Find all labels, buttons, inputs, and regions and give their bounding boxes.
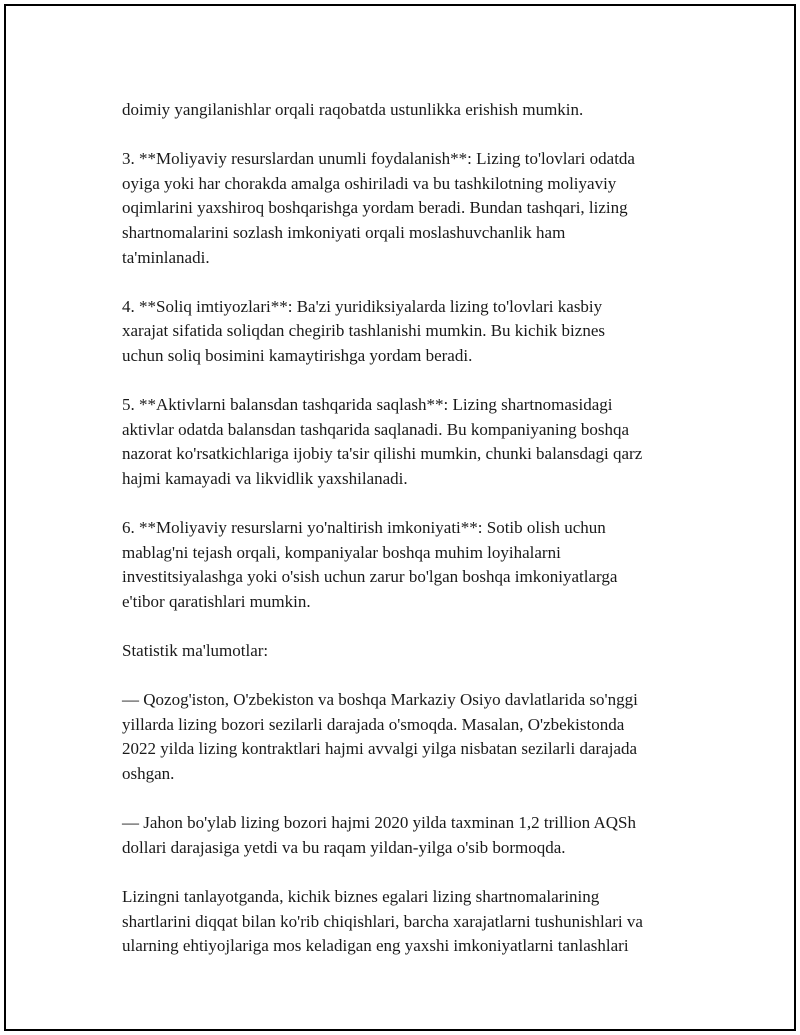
text-line: ta'minlanadi. [122,247,210,267]
paragraph [122,885,702,959]
text-line: 3. **Moliyaviy resurslardan unumli foydalanish**: Lizing to'lovlari odatda [122,149,635,169]
text-line: Lizingni tanlayotganda, kichik biznes egalari lizing shartnomalarining [122,887,600,906]
paragraph [122,811,702,860]
text-line: shartlarini diqqat bilan ko'rib chiqishlari, barcha xarajatlarni tushunishlari va [122,911,643,931]
text-line: mablag'ni tejash orqali, kompaniyalar boshqa muhim loyihalarni [122,542,561,562]
document-body [122,98,702,983]
paragraph [122,639,702,664]
paragraph [122,516,702,614]
text-line: doimiy yangilanishlar orqali raqobatda ustunlikka erishish mumkin. [122,100,584,119]
text-line: shartnomalarini sozlash imkoniyati orqali moslashuvchanlik ham [122,222,566,242]
text-line: ularning ehtiyojlariga mos keladigan eng yaxshi imkoniyatlarni tanlashlari [122,936,629,956]
paragraph [122,147,702,270]
text-line: 4. **Soliq imtiyozlari**: Ba'zi yuridiksiyalarda lizing to'lovlari kasbiy [122,296,603,316]
paragraph [122,295,702,369]
text-line: oqimlarini yaxshiroq boshqarishga yordam beradi. Bundan tashqari, lizing [122,198,628,218]
paragraph [122,688,702,786]
text-line: oshgan. [122,764,175,784]
text-line: oyiga yoki har chorakda amalga oshiriladi va bu tashkilotning moliyaviy [122,173,617,193]
text-line: 2022 yilda lizing kontraktlari hajmi avvalgi yilga nisbatan sezilarli darajada [122,739,638,759]
page-frame [4,4,796,1031]
text-line: yillarda lizing bozori sezilarli darajada o'smoqda. Masalan, O'zbekistonda [122,714,625,734]
text-line: uchun soliq bosimini kamaytirishga yordam beradi. [122,345,473,365]
text-line: — Qozog'iston, O'zbekiston va boshqa Markaziy Osiyo davlatlarida so'nggi [122,690,638,710]
text-line: 6. **Moliyaviy resurslarni yo'naltirish imkoniyati**: Sotib olish uchun [122,518,606,538]
text-line: xarajat sifatida soliqdan chegirib tashlanishi mumkin. Bu kichik biznes [122,321,605,341]
text-line: e'tibor qaratishlari mumkin. [122,591,311,611]
text-line: hajmi kamayadi va likvidlik yaxshilanadi. [122,468,408,488]
paragraph [122,98,702,123]
text-line: aktivlar odatda balansdan tashqarida saqlanadi. Bu kompaniyaning boshqa [122,419,630,439]
text-line: 5. **Aktivlarni balansdan tashqarida saqlash**: Lizing shartnomasidagi [122,395,613,415]
text-line: Statistik ma'lumotlar: [122,641,269,661]
text-line: nazorat ko'rsatkichlariga ijobiy ta'sir qilishi mumkin, chunki balansdagi qarz [122,444,643,464]
text-line: dollari darajasiga yetdi va bu raqam yildan-yilga o'sib bormoqda. [122,837,566,857]
text-line: — Jahon bo'ylab lizing bozori hajmi 2020 yilda taxminan 1,2 trillion AQSh [122,813,636,833]
text-line: investitsiyalashga yoki o'sish uchun zarur bo'lgan boshqa imkoniyatlarga [122,567,618,587]
paragraph [122,393,702,491]
